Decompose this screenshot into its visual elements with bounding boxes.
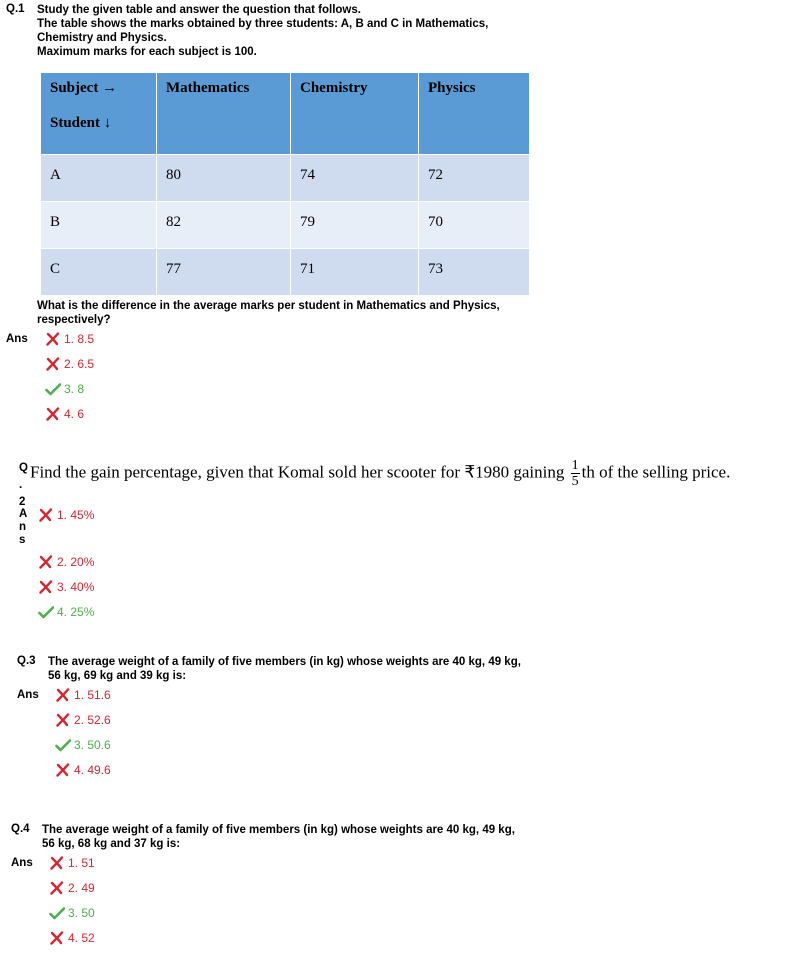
q1-option[interactable] (45, 407, 84, 421)
cross-icon (49, 856, 65, 870)
q3-option[interactable] (55, 763, 111, 777)
marks-cell: 74 (291, 155, 419, 202)
marks-cell: 79 (291, 202, 419, 249)
q4-number: Q.4 (11, 823, 30, 835)
header-column: Chemistry (291, 73, 419, 155)
q3-option[interactable] (55, 738, 111, 752)
header-subject: Subject → (50, 80, 118, 96)
q3-question (48, 655, 521, 683)
cross-icon (45, 407, 61, 421)
q1-option[interactable] (45, 382, 84, 396)
q4-question (42, 823, 515, 851)
q2-number-char: 2 (19, 496, 26, 508)
q2-ans-char: A (19, 508, 28, 520)
table-row (41, 202, 530, 249)
q1-option[interactable] (45, 332, 94, 346)
header-student: Student ↓ (50, 115, 112, 131)
check-icon (45, 382, 61, 396)
q4-option[interactable] (49, 906, 95, 920)
cross-icon (45, 332, 61, 346)
q4-question-line: The average weight of a family of five members (in kg) whose weights are 40 kg, 49 kg, (42, 824, 515, 836)
marks-cell: 80 (157, 155, 291, 202)
student-cell: C (41, 249, 157, 296)
q4-option[interactable] (49, 881, 95, 895)
q1-number: Q.1 (6, 3, 25, 15)
check-icon (38, 605, 54, 619)
marks-cell: 72 (419, 155, 530, 202)
header-column: Mathematics (157, 73, 291, 155)
q1-intro-line: The table shows the marks obtained by three students: A, B and C in Mathematics, (37, 18, 489, 30)
marks-cell: 73 (419, 249, 530, 296)
check-icon (55, 738, 71, 752)
option-text: 3. 8 (64, 382, 85, 396)
q4-ans-label: Ans (11, 857, 33, 869)
q1-intro-line: Maximum marks for each subject is 100. (37, 46, 257, 58)
marks-cell: 71 (291, 249, 419, 296)
q1-intro-line: Study the given table and answer the question that follows. (37, 4, 361, 16)
student-cell: A (41, 155, 157, 202)
option-text: 1. 45% (57, 508, 95, 522)
marks-cell: 70 (419, 202, 530, 249)
student-cell: B (41, 202, 157, 249)
cross-icon (49, 881, 65, 895)
q2-option[interactable] (38, 555, 94, 569)
cross-icon (45, 357, 61, 371)
option-text: 2. 49 (68, 881, 95, 895)
table-row (41, 249, 530, 296)
marks-cell: 77 (157, 249, 291, 296)
cross-icon (49, 931, 65, 945)
option-text: 1. 51.6 (74, 688, 111, 702)
header-column: Physics (419, 73, 530, 155)
q4-option[interactable] (49, 856, 95, 870)
q3-question-line: 56 kg, 69 kg and 39 kg is: (48, 670, 187, 682)
option-text: 4. 25% (57, 605, 95, 619)
q2-question (30, 458, 730, 489)
q3-question-line: The average weight of a family of five members (in kg) whose weights are 40 kg, 49 kg, (48, 656, 521, 668)
option-text: 3. 50.6 (74, 738, 111, 752)
table-header-row (41, 73, 530, 155)
q2-ans-char: s (19, 534, 26, 546)
option-text: 3. 50 (68, 906, 95, 920)
q2-question-text-end: th of the selling price. (581, 462, 731, 482)
q1-question-line: What is the difference in the average marks per student in Mathematics and Physics, (37, 300, 500, 312)
fraction (571, 458, 580, 489)
q1-question-line: respectively? (37, 314, 111, 326)
q3-number: Q.3 (17, 655, 36, 667)
q2-option[interactable] (38, 580, 94, 594)
option-text: 4. 6 (64, 407, 85, 421)
option-text: 2. 52.6 (74, 713, 111, 727)
q2-ans-char: n (19, 521, 27, 533)
cross-icon (38, 555, 54, 569)
q1-question (37, 299, 500, 327)
q4-option[interactable] (49, 931, 95, 945)
q3-option[interactable] (55, 688, 111, 702)
q3-ans-label: Ans (17, 689, 39, 701)
cross-icon (55, 763, 71, 777)
cross-icon (38, 580, 54, 594)
check-icon (49, 906, 65, 920)
q3-option[interactable] (55, 713, 111, 727)
q2-number-char: Q (19, 462, 28, 474)
cross-icon (55, 688, 71, 702)
option-text: 1. 51 (68, 856, 95, 870)
header-subject-student (41, 73, 157, 155)
option-text: 2. 20% (57, 555, 95, 569)
cross-icon (55, 713, 71, 727)
q4-question-line: 56 kg, 68 kg and 37 kg is: (42, 838, 181, 850)
option-text: 4. 49.6 (74, 763, 111, 777)
fraction-numerator: 1 (571, 458, 579, 473)
q2-number-char: . (19, 479, 23, 491)
q1-option[interactable] (45, 357, 94, 371)
table-row (41, 155, 530, 202)
option-text: 1. 8.5 (64, 332, 95, 346)
q1-intro (37, 3, 488, 59)
option-text: 2. 6.5 (64, 357, 95, 371)
q1-intro-line: Chemistry and Physics. (37, 32, 167, 44)
q2-question-text: Find the gain percentage, given that Komal sold her scooter for ₹1980 gaining (30, 462, 569, 482)
q2-option[interactable] (38, 508, 94, 522)
option-text: 4. 52 (68, 931, 95, 945)
option-text: 3. 40% (57, 580, 95, 594)
marks-cell: 82 (157, 202, 291, 249)
cross-icon (38, 508, 54, 522)
fraction-denominator: 5 (571, 474, 579, 489)
q2-number (19, 460, 28, 511)
marks-table (40, 72, 530, 296)
q2-ans-label (19, 508, 27, 547)
q1-ans-label: Ans (6, 333, 28, 345)
q2-option[interactable] (38, 605, 94, 619)
